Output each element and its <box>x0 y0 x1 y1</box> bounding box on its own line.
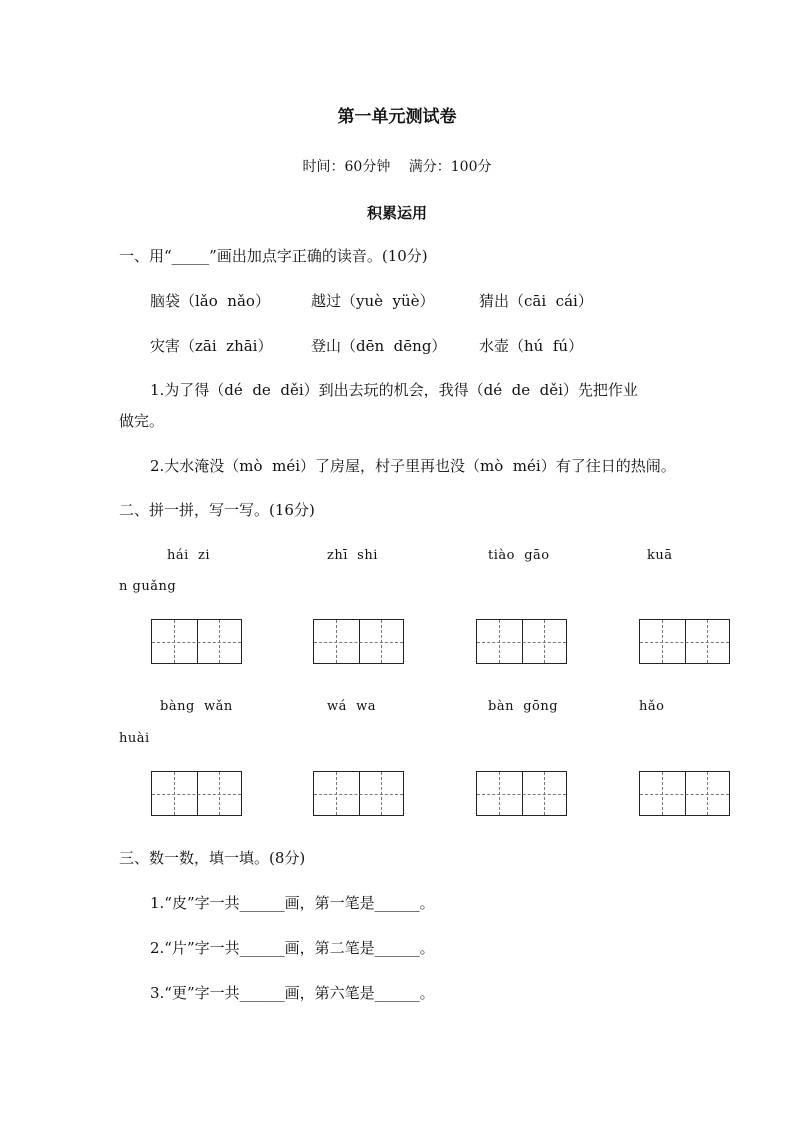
q3-heading: 三、数一数，填一填。(8分) <box>119 849 306 867</box>
pinyin-label: hǎo <box>639 699 665 714</box>
q1-item: 越过（yuè yüè） <box>311 292 435 310</box>
pinyin-label: zhī shi <box>327 548 378 563</box>
time-score-info: 时间：60分钟 满分：100分 <box>302 159 492 175</box>
writing-grid[interactable] <box>639 619 730 664</box>
writing-grid[interactable] <box>313 619 404 664</box>
q2-heading: 二、拼一拼，写一写。(16分) <box>119 501 315 519</box>
page-title: 第一单元测试卷 <box>337 107 457 127</box>
pinyin-label: bàng wǎn <box>160 699 233 714</box>
q1-item: 脑袋（lǎo nǎo） <box>150 292 270 310</box>
pinyin-label: hái zi <box>167 548 211 563</box>
section-title: 积累运用 <box>366 204 427 222</box>
q3-item: 2.“片”字一共______画，第二笔是______。 <box>150 939 435 957</box>
pinyin-label: kuā <box>647 548 673 563</box>
writing-grid[interactable] <box>151 619 242 664</box>
pinyin-label: tiào gāo <box>488 548 550 563</box>
q3-item: 3.“更”字一共______画，第六笔是______。 <box>150 984 435 1002</box>
q1-sentence-1-wrap: 做完。 <box>119 412 165 430</box>
writing-grid[interactable] <box>639 771 730 816</box>
q1-sentence-2: 2.大水淹没（mò méi）了房屋，村子里再也没（mò méi）有了往日的热闹。 <box>150 457 676 475</box>
pinyin-label: bàn gōng <box>488 699 559 714</box>
q1-heading: 一、用“_____”画出加点字正确的读音。(10分) <box>119 247 428 265</box>
pinyin-label-wrap: n guǎng <box>119 579 177 594</box>
q1-item: 猜出（cāi cái） <box>479 292 593 310</box>
q3-item: 1.“皮”字一共______画，第一笔是______。 <box>150 894 435 912</box>
writing-grid[interactable] <box>313 771 404 816</box>
pinyin-label: wá wa <box>327 699 377 714</box>
q1-item: 登山（dēn dēng） <box>311 337 447 355</box>
writing-grid[interactable] <box>476 771 567 816</box>
writing-grid[interactable] <box>151 771 242 816</box>
q1-sentence-1: 1.为了得（dé de děi）到出去玩的机会，我得（dé de děi）先把作业 <box>150 381 638 399</box>
q1-item: 水壶（hú fú） <box>479 337 584 355</box>
q1-item: 灾害（zāi zhāi） <box>150 337 273 355</box>
writing-grid[interactable] <box>476 619 567 664</box>
pinyin-label-wrap: huài <box>119 731 150 746</box>
